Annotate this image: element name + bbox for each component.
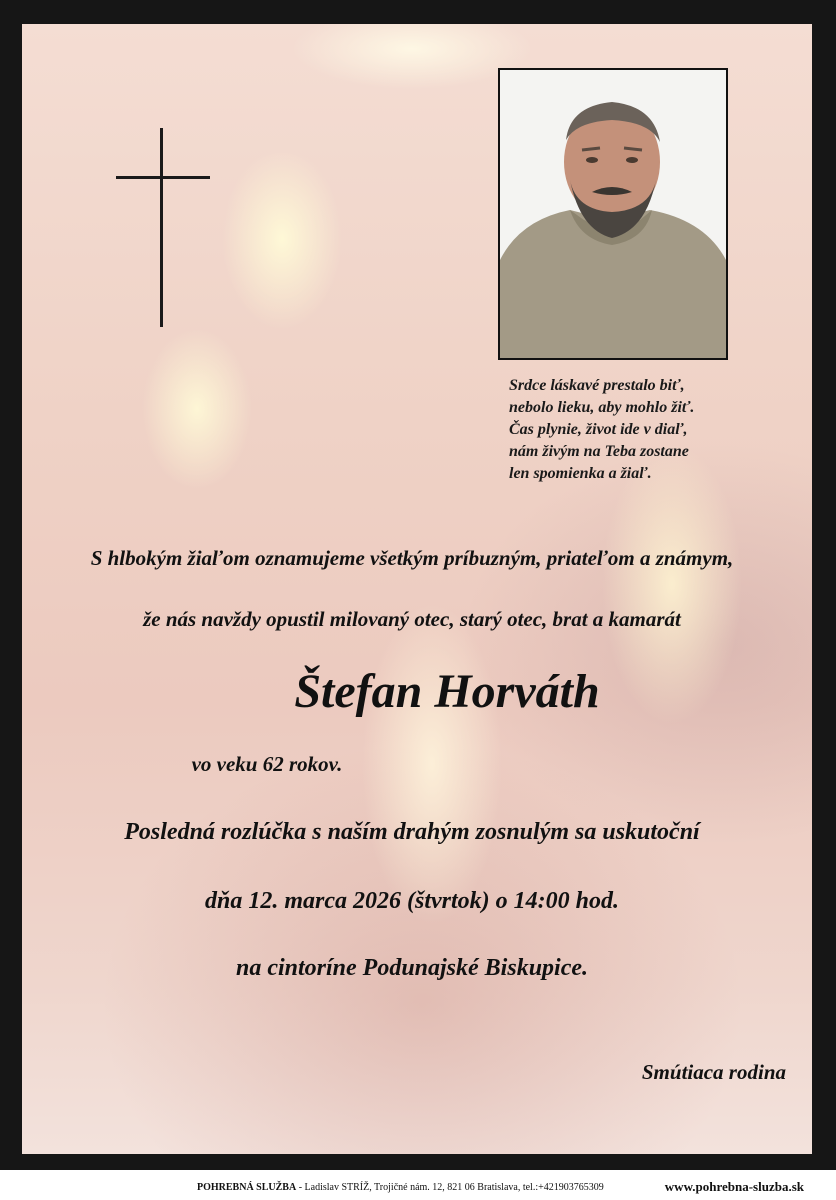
farewell-place: na cintoríne Podunajské Biskupice. — [235, 955, 589, 981]
portrait-illustration — [500, 70, 726, 358]
footer-company: POHREBNÁ SLUŽBA — [197, 1182, 297, 1193]
obituary-card — [22, 24, 812, 1154]
cross-icon — [160, 128, 163, 327]
poem-line: nebolo lieku, aby mohlo žiť. — [509, 399, 695, 416]
signature: Smútiaca rodina — [641, 1060, 786, 1084]
poem-line: nám živým na Teba zostane — [509, 443, 689, 460]
footer-website-link[interactable]: www.pohrebna-sluzba.sk — [664, 1179, 804, 1194]
deceased-age: vo veku 62 rokov. — [191, 752, 343, 776]
farewell-date: dňa 12. marca 2026 (štvrtok) o 14:00 hod. — [205, 888, 619, 914]
farewell-notice: Posledná rozlúčka s naším drahým zosnulým sa uskutoční — [124, 819, 700, 845]
poem-line: Čas plynie, život ide v diaľ, — [509, 421, 688, 438]
footer-contact — [197, 1182, 604, 1193]
cross-icon-bar — [116, 176, 210, 179]
poem-line: Srdce láskavé prestalo biť, — [509, 377, 685, 394]
portrait-photo — [498, 68, 728, 360]
poem — [509, 375, 799, 485]
poem-line: len spomienka a žiaľ. — [509, 465, 652, 482]
announcement-relation: že nás navždy opustil milovaný otec, starý otec, brat a kamarát — [143, 607, 681, 631]
deceased-name: Štefan Horváth — [294, 665, 600, 718]
footer — [0, 1178, 836, 1200]
footer-details: - Ladislav STRÍŽ, Trojičné nám. 12, 821 06 Bratislava, tel.:+421903765309 — [296, 1182, 604, 1193]
announcement-intro: S hlbokým žiaľom oznamujeme všetkým príbuzným, priateľom a známym, — [90, 546, 734, 570]
